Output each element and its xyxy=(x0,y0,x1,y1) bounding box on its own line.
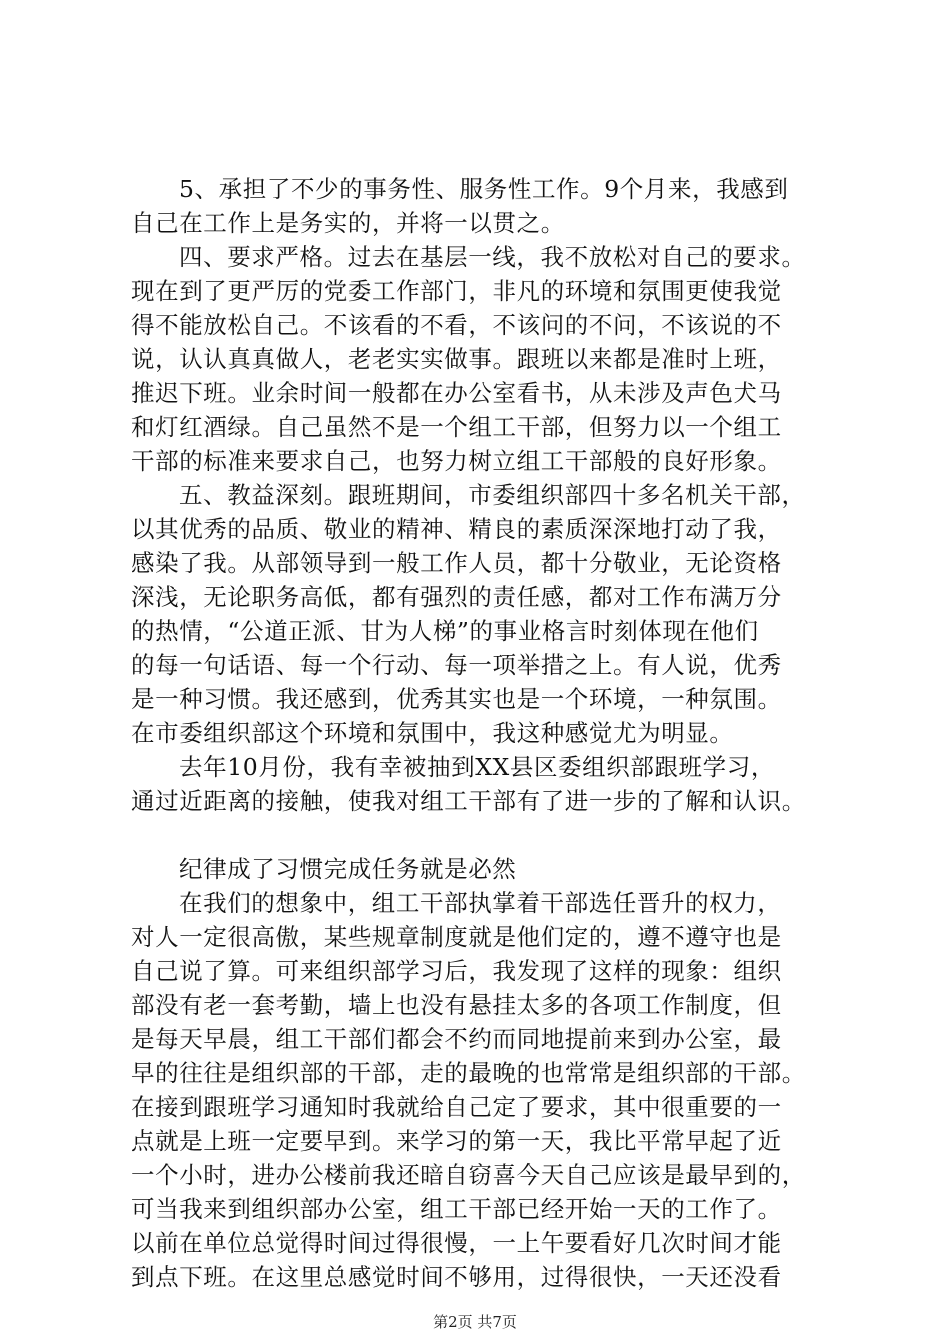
text-line: 对人一定很高傲，某些规章制度就是他们定的，遵不遵守也是 xyxy=(131,923,782,951)
text-line: 5、承担了不少的事务性、服务性工作。9个月来，我感到 xyxy=(179,175,789,203)
text-line: 和灯红酒绿。自己虽然不是一个组工干部，但努力以一个组工 xyxy=(131,413,782,441)
text-line: 到点下班。在这里总感觉时间不够用，过得很快，一天还没看 xyxy=(131,1263,782,1291)
text-line: 说，认认真真做人，老老实实做事。跟班以来都是准时上班， xyxy=(131,345,782,373)
text-line: 早的往往是组织部的干部，走的最晚的也常常是组织部的干部。 xyxy=(131,1059,806,1087)
text-line: 在接到跟班学习通知时我就给自己定了要求，其中很重要的一 xyxy=(131,1093,782,1121)
text-line: 的每一句话语、每一个行动、每一项举措之上。有人说，优秀 xyxy=(131,651,782,679)
text-line: 四、要求严格。过去在基层一线，我不放松对自己的要求。 xyxy=(179,243,806,271)
text-line: 以其优秀的品质、敬业的精神、精良的素质深深地打动了我， xyxy=(131,515,782,543)
text-line: 干部的标准来要求自己，也努力树立组工干部般的良好形象。 xyxy=(131,447,782,475)
text-line: 自己在工作上是务实的，并将一以贯之。 xyxy=(131,209,565,237)
text-line: 在市委组织部这个环境和氛围中，我这种感觉尤为明显。 xyxy=(131,719,734,747)
text-line: 自己说了算。可来组织部学习后，我发现了这样的现象：组织 xyxy=(131,957,782,985)
text-line: 点就是上班一定要早到。来学习的第一天，我比平常早起了近 xyxy=(131,1127,782,1155)
text-line: 深浅，无论职务高低，都有强烈的责任感，都对工作布满万分 xyxy=(131,583,782,611)
text-line: 现在到了更严厉的党委工作部门，非凡的环境和氛围更使我觉 xyxy=(131,277,782,305)
text-line: 得不能放松自己。不该看的不看，不该问的不问，不该说的不 xyxy=(131,311,782,339)
text-line: 推迟下班。业余时间一般都在办公室看书，从未涉及声色犬马 xyxy=(131,379,782,407)
text-line: 的热情，“公道正派、甘为人梯”的事业格言时刻体现在他们 xyxy=(131,617,759,645)
text-line: 在我们的想象中，组工干部执掌着干部选任晋升的权力， xyxy=(179,889,782,917)
text-line: 是每天早晨，组工干部们都会不约而同地提前来到办公室，最 xyxy=(131,1025,782,1053)
text-line: 通过近距离的接触，使我对组工干部有了进一步的了解和认识。 xyxy=(131,787,806,815)
text-line: 可当我来到组织部办公室，组工干部已经开始一天的工作了。 xyxy=(131,1195,782,1223)
text-line: 是一种习惯。我还感到，优秀其实也是一个环境，一种氛围。 xyxy=(131,685,782,713)
text-line: 感染了我。从部领导到一般工作人员，都十分敬业，无论资格 xyxy=(131,549,782,577)
text-line: 去年10月份，我有幸被抽到XX县区委组织部跟班学习， xyxy=(179,753,775,781)
page-number: 第2页 共7页 xyxy=(433,1313,517,1331)
text-line: 一个小时，进办公楼前我还暗自窃喜今天自己应该是最早到的， xyxy=(131,1161,806,1189)
text-line: 部没有老一套考勤，墙上也没有悬挂太多的各项工作制度，但 xyxy=(131,991,782,1019)
text-line: 以前在单位总觉得时间过得很慢，一上午要看好几次时间才能 xyxy=(131,1229,782,1257)
section-heading: 纪律成了习惯完成任务就是必然 xyxy=(179,855,517,883)
text-line: 五、教益深刻。跟班期间，市委组织部四十多名机关干部， xyxy=(179,481,806,509)
